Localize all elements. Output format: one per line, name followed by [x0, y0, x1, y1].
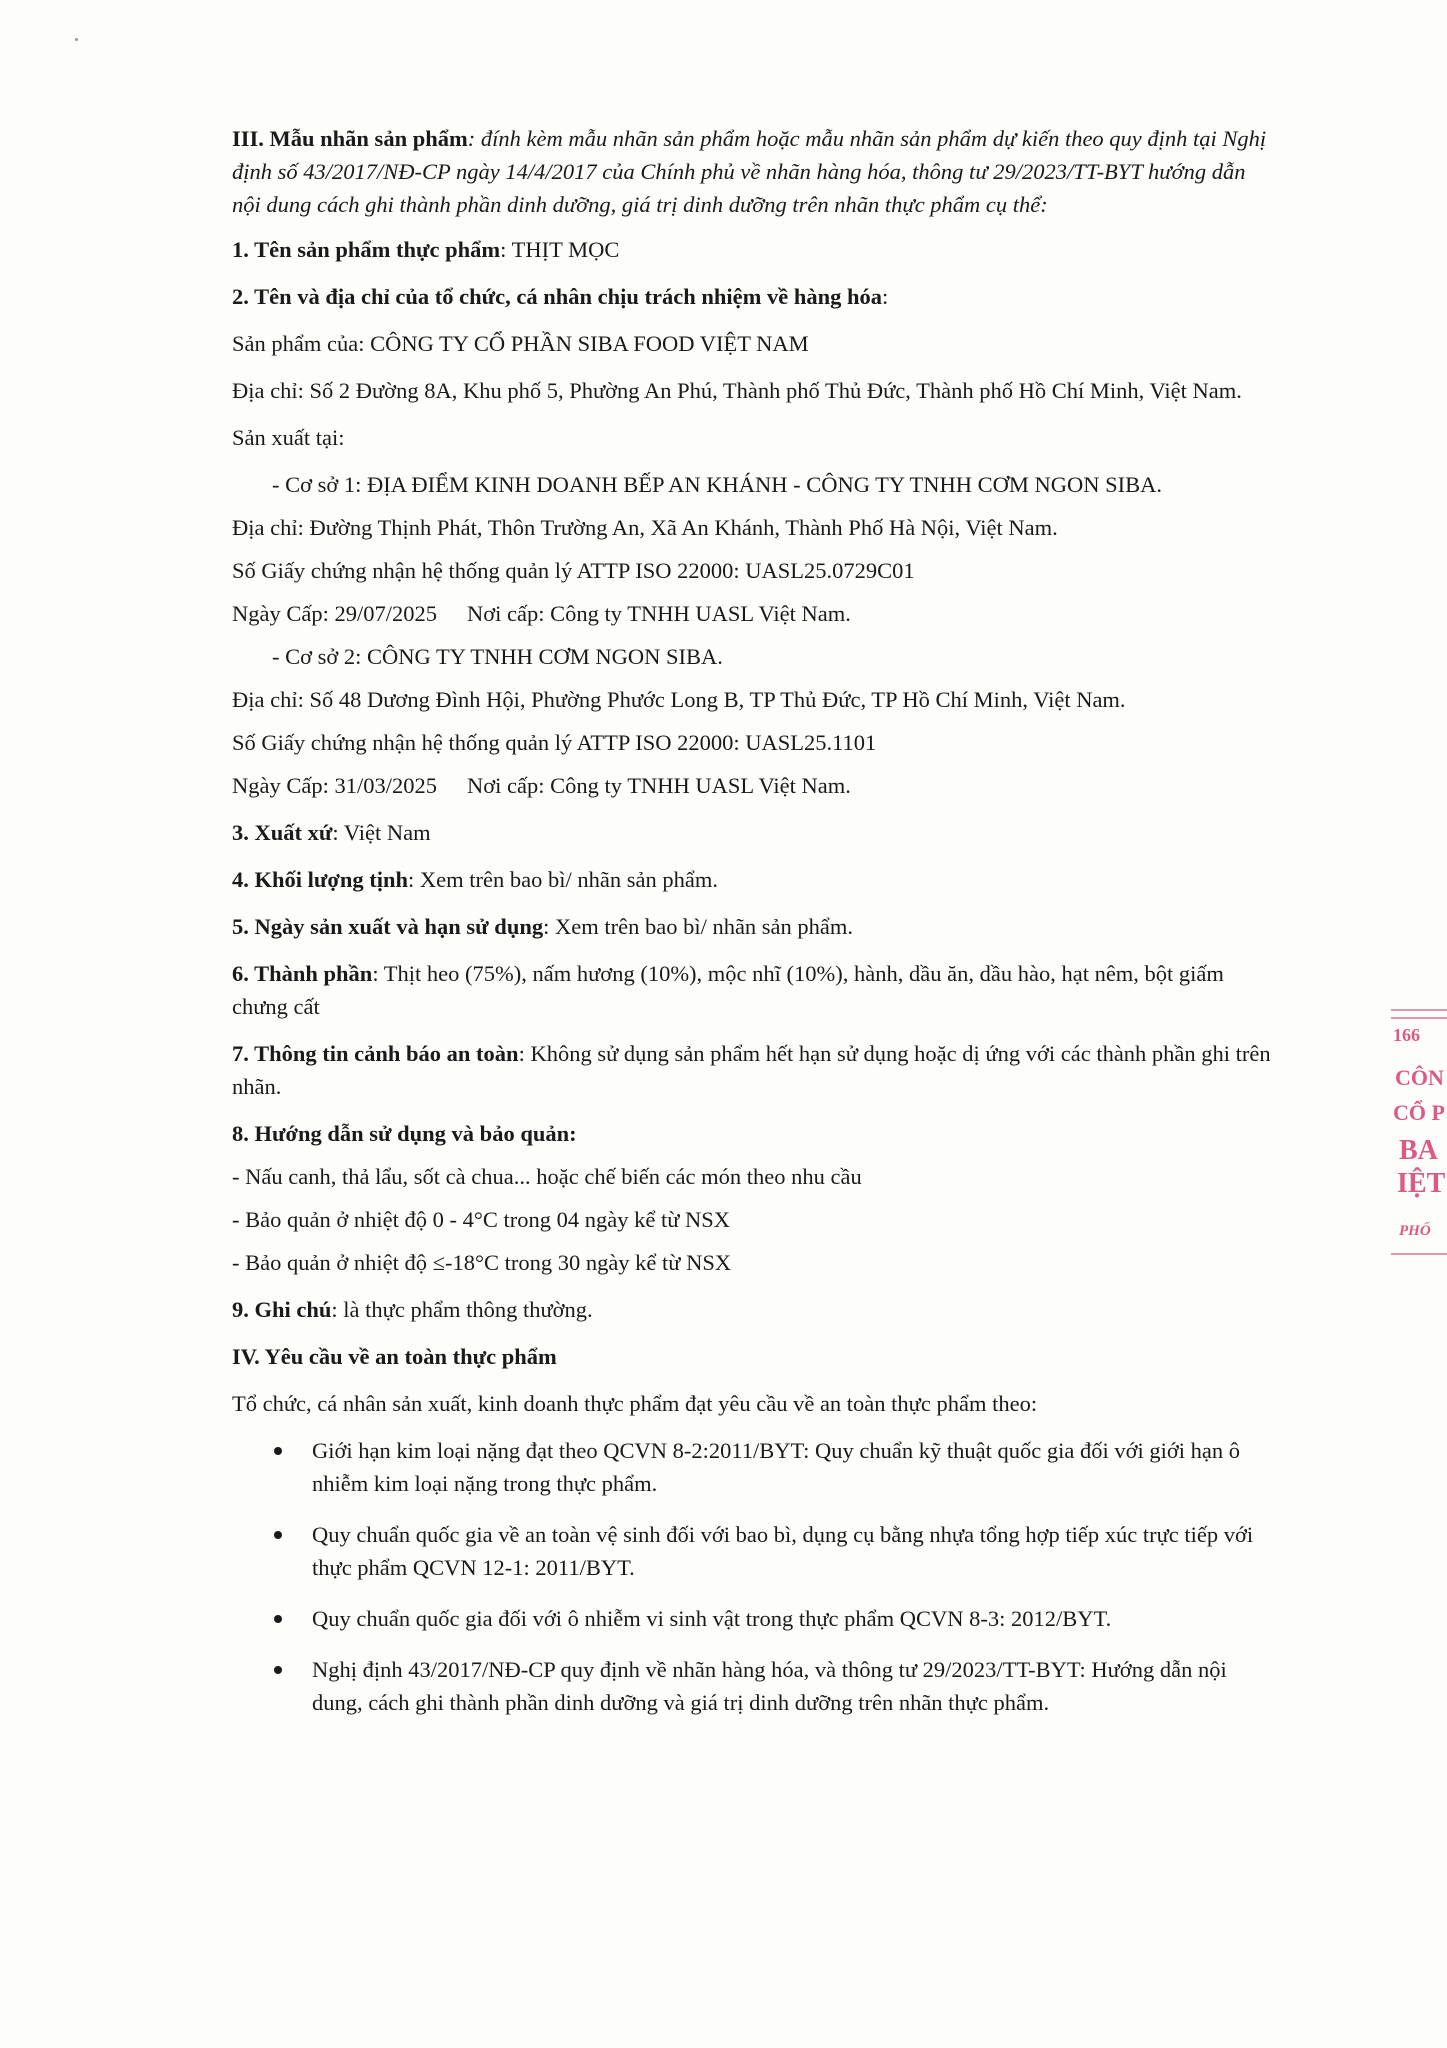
item-2-colon: : — [882, 284, 889, 309]
standards-list — [232, 1434, 1272, 1719]
item-1-product-name — [232, 233, 1272, 266]
list-item: Giới hạn kim loại nặng đạt theo QCVN 8-2:2011/BYT: Quy chuẩn kỹ thuật quốc gia đối với giới hạn ô nhiễm kim loại nặng trong thực phẩm. — [232, 1434, 1272, 1500]
site-1-date: Ngày Cấp: 29/07/2025 — [232, 601, 437, 626]
section-3-intro — [232, 122, 1272, 221]
site-2-address: Địa chỉ: Số 48 Dương Đình Hội, Phường Phước Long B, TP Thủ Đức, TP Hồ Chí Minh, Việt Nam. — [232, 687, 1126, 712]
seal-text: CỔ P — [1393, 1100, 1445, 1125]
site-2-date: Ngày Cấp: 31/03/2025 — [232, 773, 437, 798]
document-page — [232, 122, 1272, 1737]
seal-text: IỆT — [1397, 1168, 1446, 1199]
item-6-label: 6. Thành phần — [232, 961, 373, 986]
item-7-value: : Không sử dụng sản phẩm hết hạn sử dụng hoặc dị ứng với các thành phần ghi trên nhãn. — [232, 1041, 1271, 1099]
item-4-value: : Xem trên bao bì/ nhãn sản phẩm. — [408, 867, 718, 892]
made-at-label: Sản xuất tại: — [232, 425, 345, 450]
seal-text: 166 — [1393, 1025, 1420, 1045]
item-4-label: 4. Khối lượng tịnh — [232, 867, 409, 892]
company-address: Địa chỉ: Số 2 Đường 8A, Khu phố 5, Phường An Phú, Thành phố Thủ Đức, Thành phố Hồ Chí Minh, Việt Nam. — [232, 378, 1242, 403]
seal-text: PHỐ — [1399, 1223, 1431, 1239]
item-4-net-weight — [232, 863, 1272, 896]
section-4-intro: Tổ chức, cá nhân sản xuất, kinh doanh thực phẩm đạt yêu cầu về an toàn thực phẩm theo: — [232, 1391, 1038, 1416]
item-3-label: 3. Xuất xứ — [232, 820, 333, 845]
item-5-dates — [232, 910, 1272, 943]
site-2-name: - Cơ sở 2: CÔNG TY TNHH CƠM NGON SIBA. — [272, 644, 723, 669]
item-8-label: 8. Hướng dẫn sử dụng và bảo quản: — [232, 1121, 577, 1146]
site-2-cert: Số Giấy chứng nhận hệ thống quản lý ATTP ISO 22000: UASL25.1101 — [232, 730, 877, 755]
item-6-ingredients — [232, 957, 1272, 1023]
item-6-value: : Thịt heo (75%), nấm hương (10%), mộc nhĩ (10%), hành, dầu ăn, dầu hào, hạt nêm, bột giấm chưng cất — [232, 961, 1224, 1019]
seal-text: CÔN — [1395, 1065, 1444, 1090]
company-seal — [1385, 1005, 1447, 1265]
list-item: Quy chuẩn quốc gia về an toàn vệ sinh đối với bao bì, dụng cụ bằng nhựa tổng hợp tiếp xúc trực tiếp với thực phẩm QCVN 12-1: 2011/BYT. — [232, 1518, 1272, 1584]
section-4-heading: IV. Yêu cầu về an toàn thực phẩm — [232, 1344, 557, 1369]
item-9-note — [232, 1293, 1272, 1326]
item-8-line-2: - Bảo quản ở nhiệt độ 0 - 4°C trong 04 ngày kể từ NSX — [232, 1207, 731, 1232]
item-5-value: : Xem trên bao bì/ nhãn sản phẩm. — [543, 914, 854, 939]
item-3-origin — [232, 816, 1272, 849]
site-2-issue-row — [232, 769, 1272, 802]
item-8-line-3: - Bảo quản ở nhiệt độ ≤-18°C trong 30 ngày kể từ NSX — [232, 1250, 732, 1275]
product-of: Sản phẩm của: CÔNG TY CỔ PHẦN SIBA FOOD VIỆT NAM — [232, 331, 809, 356]
item-8-line-1: - Nấu canh, thả lẩu, sốt cà chua... hoặc chế biến các món theo nhu cầu — [232, 1164, 862, 1189]
item-5-label: 5. Ngày sản xuất và hạn sử dụng — [232, 914, 544, 939]
item-7-warning — [232, 1037, 1272, 1103]
seal-text: BA — [1399, 1135, 1438, 1166]
item-9-value: : là thực phẩm thông thường. — [331, 1297, 593, 1322]
list-item: Quy chuẩn quốc gia đối với ô nhiễm vi sinh vật trong thực phẩm QCVN 8-3: 2012/BYT. — [232, 1602, 1272, 1635]
item-1-value: : THỊT MỌC — [500, 237, 620, 262]
site-2-issuer: Nơi cấp: Công ty TNHH UASL Việt Nam. — [466, 773, 851, 798]
site-1-cert: Số Giấy chứng nhận hệ thống quản lý ATTP ISO 22000: UASL25.0729C01 — [232, 558, 915, 583]
section-3-intro-text: : đính kèm mẫu nhãn sản phẩm hoặc mẫu nhãn sản phẩm dự kiến theo quy định tại Nghị định số 43/2017/NĐ-CP ngày 14/4/2017 của Chính phủ về nhãn hàng hóa, thông tư 29/2023/TT-BYT hướng dẫn nội dung cách ghi thành phần dinh dưỡng, giá trị dinh dưỡng trên nhãn thực phẩm cụ thể: — [232, 126, 1267, 217]
item-7-label: 7. Thông tin cảnh báo an toàn — [232, 1041, 519, 1066]
site-1-name: - Cơ sở 1: ĐỊA ĐIỂM KINH DOANH BẾP AN KHÁNH - CÔNG TY TNHH CƠM NGON SIBA. — [272, 472, 1163, 497]
item-2-label: 2. Tên và địa chỉ của tổ chức, cá nhân chịu trách nhiệm về hàng hóa — [232, 284, 883, 309]
section-3-heading: III. Mẫu nhãn sản phẩm — [232, 126, 468, 151]
site-1-address: Địa chỉ: Đường Thịnh Phát, Thôn Trường An, Xã An Khánh, Thành Phố Hà Nội, Việt Nam. — [232, 515, 1058, 540]
site-1-issue-row — [232, 597, 1272, 630]
item-1-label: 1. Tên sản phẩm thực phẩm — [232, 237, 501, 262]
item-9-label: 9. Ghi chú — [232, 1297, 332, 1322]
site-1-issuer: Nơi cấp: Công ty TNHH UASL Việt Nam. — [466, 601, 851, 626]
list-item: Nghị định 43/2017/NĐ-CP quy định về nhãn hàng hóa, và thông tư 29/2023/TT-BYT: Hướng dẫn nội dung, cách ghi thành phần dinh dưỡng và giá trị dinh dưỡng trên nhãn thực phẩm. — [232, 1653, 1272, 1719]
scan-speck — [75, 38, 78, 41]
item-2-heading — [232, 280, 1272, 313]
item-3-value: : Việt Nam — [332, 820, 431, 845]
